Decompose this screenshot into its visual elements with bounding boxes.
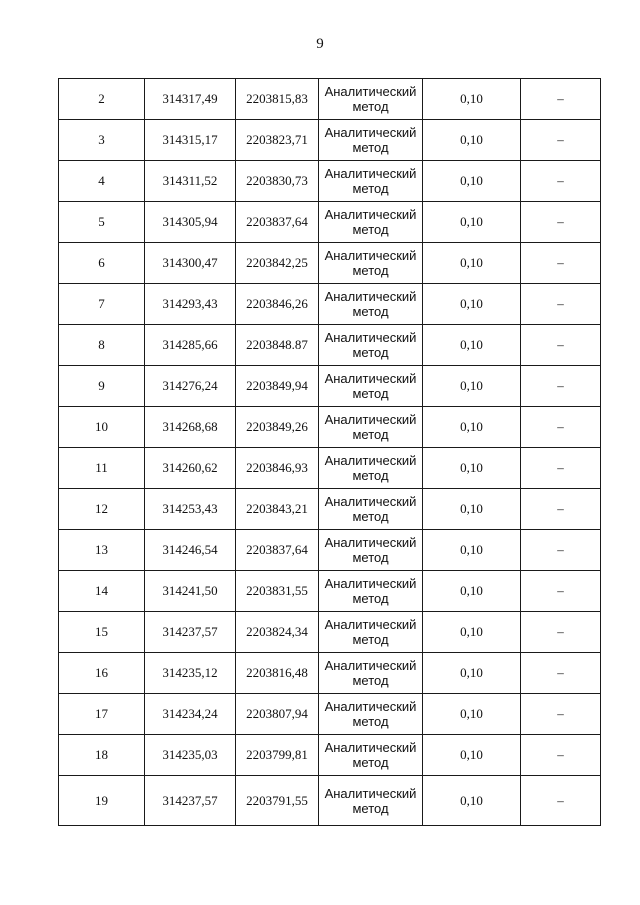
point-number-cell: 12 (59, 489, 145, 530)
method-line-1: Аналитический (324, 699, 417, 714)
method-cell (319, 161, 423, 202)
accuracy-cell: 0,10 (423, 202, 521, 243)
note-cell: – (521, 407, 601, 448)
y-coordinate-cell: 2203849,94 (236, 366, 319, 407)
method-line-1: Аналитический (324, 740, 417, 755)
note-cell: – (521, 161, 601, 202)
method-line-1: Аналитический (324, 658, 417, 673)
method-cell (319, 612, 423, 653)
x-coordinate-cell: 314237,57 (145, 776, 236, 826)
y-coordinate-cell: 2203823,71 (236, 120, 319, 161)
method-cell (319, 284, 423, 325)
x-coordinate-cell: 314260,62 (145, 448, 236, 489)
method-line-2: метод (352, 673, 389, 688)
accuracy-cell: 0,10 (423, 448, 521, 489)
accuracy-cell: 0,10 (423, 366, 521, 407)
method-line-2: метод (352, 550, 389, 565)
method-cell (319, 694, 423, 735)
method-line-2: метод (352, 222, 389, 237)
table-row (59, 571, 601, 612)
method-line-2: метод (352, 99, 389, 114)
note-cell: – (521, 448, 601, 489)
coordinates-table (58, 78, 601, 826)
method-line-1: Аналитический (324, 494, 417, 509)
method-line-2: метод (352, 714, 389, 729)
x-coordinate-cell: 314246,54 (145, 530, 236, 571)
note-cell: – (521, 366, 601, 407)
y-coordinate-cell: 2203807,94 (236, 694, 319, 735)
note-cell: – (521, 694, 601, 735)
point-number-cell: 19 (59, 776, 145, 826)
table-row (59, 776, 601, 826)
note-cell: – (521, 489, 601, 530)
method-cell (319, 571, 423, 612)
method-line-1: Аналитический (324, 412, 417, 427)
accuracy-cell: 0,10 (423, 530, 521, 571)
table-row (59, 325, 601, 366)
table-row (59, 407, 601, 448)
table-row (59, 653, 601, 694)
y-coordinate-cell: 2203831,55 (236, 571, 319, 612)
method-cell (319, 776, 423, 826)
point-number-cell: 7 (59, 284, 145, 325)
x-coordinate-cell: 314237,57 (145, 612, 236, 653)
table-row (59, 530, 601, 571)
accuracy-cell: 0,10 (423, 694, 521, 735)
method-cell (319, 120, 423, 161)
y-coordinate-cell: 2203846,26 (236, 284, 319, 325)
y-coordinate-cell: 2203848.87 (236, 325, 319, 366)
accuracy-cell: 0,10 (423, 79, 521, 120)
accuracy-cell: 0,10 (423, 776, 521, 826)
point-number-cell: 17 (59, 694, 145, 735)
method-line-2: метод (352, 427, 389, 442)
accuracy-cell: 0,10 (423, 161, 521, 202)
method-cell (319, 202, 423, 243)
accuracy-cell: 0,10 (423, 243, 521, 284)
point-number-cell: 2 (59, 79, 145, 120)
method-line-1: Аналитический (324, 207, 417, 222)
x-coordinate-cell: 314253,43 (145, 489, 236, 530)
table-row (59, 489, 601, 530)
method-line-1: Аналитический (324, 371, 417, 386)
method-line-1: Аналитический (324, 248, 417, 263)
x-coordinate-cell: 314315,17 (145, 120, 236, 161)
accuracy-cell: 0,10 (423, 325, 521, 366)
table-row (59, 284, 601, 325)
point-number-cell: 16 (59, 653, 145, 694)
accuracy-cell: 0,10 (423, 653, 521, 694)
table-row (59, 120, 601, 161)
x-coordinate-cell: 314234,24 (145, 694, 236, 735)
method-line-1: Аналитический (324, 330, 417, 345)
point-number-cell: 6 (59, 243, 145, 284)
x-coordinate-cell: 314305,94 (145, 202, 236, 243)
note-cell: – (521, 530, 601, 571)
table-row (59, 161, 601, 202)
method-cell (319, 530, 423, 571)
point-number-cell: 14 (59, 571, 145, 612)
method-line-1: Аналитический (324, 785, 417, 801)
method-cell (319, 243, 423, 284)
method-line-2: метод (352, 304, 389, 319)
point-number-cell: 18 (59, 735, 145, 776)
point-number-cell: 8 (59, 325, 145, 366)
method-line-2: метод (352, 345, 389, 360)
table-row (59, 366, 601, 407)
table-row (59, 612, 601, 653)
x-coordinate-cell: 314235,12 (145, 653, 236, 694)
y-coordinate-cell: 2203799,81 (236, 735, 319, 776)
method-line-1: Аналитический (324, 125, 417, 140)
point-number-cell: 13 (59, 530, 145, 571)
x-coordinate-cell: 314311,52 (145, 161, 236, 202)
method-cell (319, 366, 423, 407)
y-coordinate-cell: 2203815,83 (236, 79, 319, 120)
note-cell: – (521, 79, 601, 120)
x-coordinate-cell: 314317,49 (145, 79, 236, 120)
x-coordinate-cell: 314300,47 (145, 243, 236, 284)
table-row (59, 79, 601, 120)
y-coordinate-cell: 2203824,34 (236, 612, 319, 653)
method-cell (319, 448, 423, 489)
x-coordinate-cell: 314293,43 (145, 284, 236, 325)
y-coordinate-cell: 2203842,25 (236, 243, 319, 284)
method-line-1: Аналитический (324, 535, 417, 550)
method-line-2: метод (352, 591, 389, 606)
x-coordinate-cell: 314241,50 (145, 571, 236, 612)
accuracy-cell: 0,10 (423, 612, 521, 653)
method-line-1: Аналитический (324, 289, 417, 304)
x-coordinate-cell: 314268,68 (145, 407, 236, 448)
y-coordinate-cell: 2203791,55 (236, 776, 319, 826)
point-number-cell: 4 (59, 161, 145, 202)
note-cell: – (521, 653, 601, 694)
accuracy-cell: 0,10 (423, 571, 521, 612)
method-cell (319, 653, 423, 694)
note-cell: – (521, 120, 601, 161)
point-number-cell: 15 (59, 612, 145, 653)
method-line-1: Аналитический (324, 166, 417, 181)
x-coordinate-cell: 314235,03 (145, 735, 236, 776)
point-number-cell: 5 (59, 202, 145, 243)
table-row (59, 202, 601, 243)
x-coordinate-cell: 314285,66 (145, 325, 236, 366)
accuracy-cell: 0,10 (423, 284, 521, 325)
point-number-cell: 9 (59, 366, 145, 407)
y-coordinate-cell: 2203837,64 (236, 202, 319, 243)
page-number: 9 (316, 36, 324, 52)
method-cell (319, 735, 423, 776)
method-line-1: Аналитический (324, 576, 417, 591)
point-number-cell: 3 (59, 120, 145, 161)
note-cell: – (521, 735, 601, 776)
accuracy-cell: 0,10 (423, 407, 521, 448)
table-row (59, 448, 601, 489)
note-cell: – (521, 284, 601, 325)
note-cell: – (521, 243, 601, 284)
note-cell: – (521, 776, 601, 826)
method-cell (319, 79, 423, 120)
accuracy-cell: 0,10 (423, 489, 521, 530)
method-line-1: Аналитический (324, 84, 417, 99)
method-line-2: метод (352, 181, 389, 196)
method-cell (319, 325, 423, 366)
method-line-2: метод (352, 468, 389, 483)
point-number-cell: 11 (59, 448, 145, 489)
method-line-2: метод (352, 800, 389, 816)
note-cell: – (521, 202, 601, 243)
method-line-2: метод (352, 263, 389, 278)
point-number-cell: 10 (59, 407, 145, 448)
method-line-2: метод (352, 386, 389, 401)
method-line-2: метод (352, 509, 389, 524)
note-cell: – (521, 325, 601, 366)
table-row (59, 243, 601, 284)
note-cell: – (521, 571, 601, 612)
method-line-2: метод (352, 632, 389, 647)
method-line-2: метод (352, 140, 389, 155)
y-coordinate-cell: 2203816,48 (236, 653, 319, 694)
method-cell (319, 407, 423, 448)
method-line-2: метод (352, 755, 389, 770)
method-line-1: Аналитический (324, 453, 417, 468)
y-coordinate-cell: 2203830,73 (236, 161, 319, 202)
y-coordinate-cell: 2203837,64 (236, 530, 319, 571)
method-cell (319, 489, 423, 530)
method-line-1: Аналитический (324, 617, 417, 632)
y-coordinate-cell: 2203843,21 (236, 489, 319, 530)
note-cell: – (521, 612, 601, 653)
y-coordinate-cell: 2203849,26 (236, 407, 319, 448)
accuracy-cell: 0,10 (423, 120, 521, 161)
table-row (59, 694, 601, 735)
accuracy-cell: 0,10 (423, 735, 521, 776)
table-row (59, 735, 601, 776)
y-coordinate-cell: 2203846,93 (236, 448, 319, 489)
x-coordinate-cell: 314276,24 (145, 366, 236, 407)
